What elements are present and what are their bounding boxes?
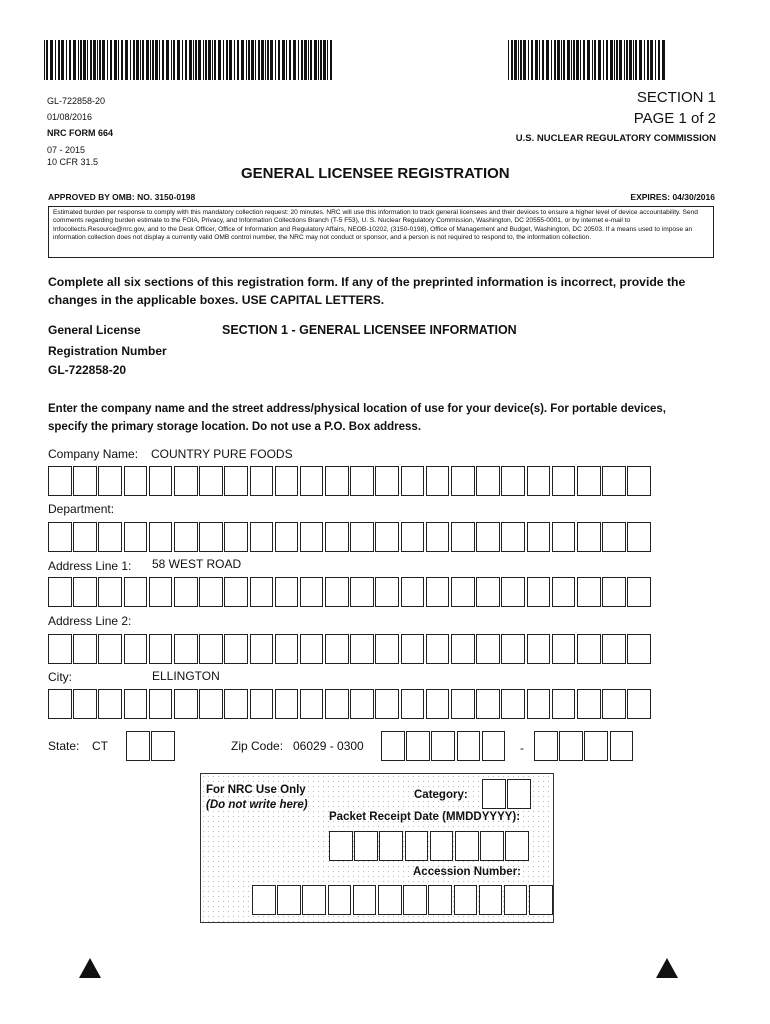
registration-triangle-right bbox=[656, 958, 678, 978]
company-name-label: Company Name: bbox=[48, 447, 139, 461]
reg-number: GL-722858-20 bbox=[48, 363, 127, 377]
char-box[interactable] bbox=[381, 731, 405, 761]
city-label: City: bbox=[48, 670, 72, 684]
char-box[interactable] bbox=[199, 522, 223, 552]
char-box[interactable] bbox=[275, 634, 299, 664]
char-box[interactable] bbox=[224, 689, 248, 719]
char-box[interactable] bbox=[577, 522, 601, 552]
char-box[interactable] bbox=[124, 522, 148, 552]
zip-boxes[interactable] bbox=[381, 731, 507, 761]
char-box[interactable] bbox=[300, 466, 324, 496]
char-box[interactable] bbox=[224, 634, 248, 664]
char-box[interactable] bbox=[98, 577, 122, 607]
char-box bbox=[329, 831, 353, 861]
char-box[interactable] bbox=[275, 689, 299, 719]
char-box[interactable] bbox=[476, 634, 500, 664]
char-box[interactable] bbox=[350, 577, 374, 607]
char-box[interactable] bbox=[627, 689, 651, 719]
char-box[interactable] bbox=[527, 466, 551, 496]
char-box[interactable] bbox=[48, 577, 72, 607]
char-box[interactable] bbox=[174, 466, 198, 496]
nrc-use-title: For NRC Use Only bbox=[206, 784, 306, 796]
address-instructions: Enter the company name and the street address/physical location of use for your device(s). For portable devices, specify the primary storage location. Do not use a P.O. Box address. bbox=[48, 403, 666, 433]
company-name-boxes[interactable] bbox=[48, 466, 653, 496]
char-box[interactable] bbox=[199, 577, 223, 607]
packet-date-boxes bbox=[329, 831, 531, 861]
address-line-1-value: 58 WEST ROAD bbox=[152, 557, 242, 571]
form-id: GL-722858-20 bbox=[47, 96, 106, 106]
char-box[interactable] bbox=[325, 522, 349, 552]
expiration-date: EXPIRES: 04/30/2016 bbox=[630, 192, 715, 202]
char-box bbox=[379, 831, 403, 861]
char-box[interactable] bbox=[610, 731, 634, 761]
form-rev: 07 - 2015 bbox=[47, 145, 86, 155]
barcode-right bbox=[508, 40, 714, 80]
instructions: Complete all six sections of this registration form. If any of the preprinted information is incorrect, provide the changes in the applicable boxes. USE CAPITAL LETTERS. bbox=[48, 275, 686, 307]
char-box bbox=[252, 885, 276, 915]
state-value: CT bbox=[92, 739, 108, 753]
char-box[interactable] bbox=[199, 634, 223, 664]
char-box[interactable] bbox=[552, 689, 576, 719]
char-box[interactable] bbox=[401, 577, 425, 607]
char-box[interactable] bbox=[375, 689, 399, 719]
char-box[interactable] bbox=[426, 634, 450, 664]
char-box[interactable] bbox=[627, 634, 651, 664]
char-box bbox=[403, 885, 427, 915]
char-box[interactable] bbox=[426, 689, 450, 719]
zip-value: 06029 - 0300 bbox=[293, 739, 364, 753]
char-box[interactable] bbox=[482, 731, 506, 761]
char-box[interactable] bbox=[426, 522, 450, 552]
char-box[interactable] bbox=[174, 634, 198, 664]
char-box[interactable] bbox=[552, 634, 576, 664]
char-box[interactable] bbox=[602, 466, 626, 496]
char-box[interactable] bbox=[149, 522, 173, 552]
char-box bbox=[328, 885, 352, 915]
char-box[interactable] bbox=[98, 634, 122, 664]
omb-approval: APPROVED BY OMB: NO. 3150-0198 bbox=[48, 192, 196, 202]
char-box bbox=[455, 831, 479, 861]
char-box[interactable] bbox=[174, 577, 198, 607]
char-box[interactable] bbox=[300, 522, 324, 552]
accession-label: Accession Number: bbox=[413, 866, 522, 878]
char-box[interactable] bbox=[275, 466, 299, 496]
state-label: State: bbox=[48, 739, 80, 753]
reg-label-1: General License bbox=[48, 323, 141, 337]
burden-statement: Estimated burden per response to comply with this mandatory collection request: 20 minutes. NRC will use this information to track general licensees and their devices to ensure a higher level of device accountability. Send comments regarding burden estimate to the FOIA, Privacy, and Information Collections Branch (T-5 F53), U. S. Nuclear Regulatory Commission, Washington, DC 20555-0001, or by internet e-mail to Infocollects.Resource@nrc.gov, and to the Desk Officer, Office of Information and Regulatory Affairs, NEOB-10202, (3150-0198), Office of Management and Budget, Washington, DC 20503. If a means used to impose an information collection does not display a currently valid OMB control number, the NRC may not conduct or sponsor, and a person is not required to respond to, the information collection. bbox=[48, 206, 714, 258]
char-box[interactable] bbox=[199, 689, 223, 719]
char-box[interactable] bbox=[501, 466, 525, 496]
char-box[interactable] bbox=[98, 522, 122, 552]
category-label: Category: bbox=[414, 789, 468, 801]
char-box[interactable] bbox=[174, 522, 198, 552]
form-name: NRC FORM 664 bbox=[47, 128, 114, 138]
char-box[interactable] bbox=[98, 689, 122, 719]
char-box[interactable] bbox=[325, 689, 349, 719]
char-box[interactable] bbox=[401, 634, 425, 664]
char-box[interactable] bbox=[250, 466, 274, 496]
char-box bbox=[353, 885, 377, 915]
char-box[interactable] bbox=[250, 577, 274, 607]
char-box[interactable] bbox=[224, 466, 248, 496]
char-box[interactable] bbox=[602, 634, 626, 664]
char-box[interactable] bbox=[602, 577, 626, 607]
char-box[interactable] bbox=[300, 689, 324, 719]
char-box[interactable] bbox=[350, 634, 374, 664]
char-box[interactable] bbox=[451, 577, 475, 607]
char-box[interactable] bbox=[584, 731, 608, 761]
char-box[interactable] bbox=[602, 522, 626, 552]
address-line-2-label: Address Line 2: bbox=[48, 614, 132, 628]
char-box[interactable] bbox=[149, 634, 173, 664]
barcode-left bbox=[44, 40, 416, 80]
char-box[interactable] bbox=[300, 577, 324, 607]
char-box[interactable] bbox=[174, 689, 198, 719]
accession-boxes bbox=[252, 885, 554, 915]
char-box[interactable] bbox=[501, 689, 525, 719]
section-label: SECTION 1 bbox=[636, 89, 716, 106]
char-box[interactable] bbox=[577, 689, 601, 719]
char-box[interactable] bbox=[250, 522, 274, 552]
char-box[interactable] bbox=[527, 522, 551, 552]
form-date: 01/08/2016 bbox=[47, 112, 93, 122]
char-box bbox=[428, 885, 452, 915]
zip-ext-boxes[interactable] bbox=[534, 731, 635, 761]
char-box[interactable] bbox=[401, 689, 425, 719]
char-box[interactable] bbox=[426, 577, 450, 607]
char-box[interactable] bbox=[250, 634, 274, 664]
char-box[interactable] bbox=[275, 522, 299, 552]
char-box[interactable] bbox=[401, 466, 425, 496]
char-box[interactable] bbox=[552, 522, 576, 552]
char-box[interactable] bbox=[73, 577, 97, 607]
registration-triangle-left bbox=[79, 958, 101, 978]
char-box[interactable] bbox=[124, 466, 148, 496]
char-box bbox=[430, 831, 454, 861]
char-box[interactable] bbox=[552, 466, 576, 496]
char-box[interactable] bbox=[375, 466, 399, 496]
char-box[interactable] bbox=[577, 577, 601, 607]
char-box[interactable] bbox=[426, 466, 450, 496]
char-box[interactable] bbox=[126, 731, 150, 761]
char-box bbox=[504, 885, 528, 915]
char-box[interactable] bbox=[350, 522, 374, 552]
char-box bbox=[507, 779, 531, 809]
char-box[interactable] bbox=[325, 634, 349, 664]
char-box[interactable] bbox=[375, 634, 399, 664]
char-box[interactable] bbox=[350, 466, 374, 496]
char-box[interactable] bbox=[501, 577, 525, 607]
char-box[interactable] bbox=[476, 466, 500, 496]
char-box bbox=[479, 885, 503, 915]
char-box[interactable] bbox=[48, 634, 72, 664]
char-box[interactable] bbox=[577, 466, 601, 496]
form-title: GENERAL LICENSEE REGISTRATION bbox=[241, 165, 510, 182]
char-box[interactable] bbox=[48, 466, 72, 496]
char-box[interactable] bbox=[476, 522, 500, 552]
char-box[interactable] bbox=[602, 689, 626, 719]
char-box[interactable] bbox=[149, 689, 173, 719]
packet-date-label: Packet Receipt Date (MMDDYYYY): bbox=[329, 811, 521, 823]
char-box[interactable] bbox=[250, 689, 274, 719]
char-box[interactable] bbox=[501, 522, 525, 552]
char-box[interactable] bbox=[149, 466, 173, 496]
address-line-1-boxes[interactable] bbox=[48, 577, 653, 607]
char-box[interactable] bbox=[151, 731, 175, 761]
char-box[interactable] bbox=[501, 634, 525, 664]
char-box[interactable] bbox=[451, 634, 475, 664]
char-box bbox=[529, 885, 553, 915]
reg-label-2: Registration Number bbox=[48, 344, 167, 358]
char-box bbox=[454, 885, 478, 915]
char-box[interactable] bbox=[627, 522, 651, 552]
char-box[interactable] bbox=[476, 689, 500, 719]
char-box[interactable] bbox=[451, 689, 475, 719]
char-box[interactable] bbox=[325, 466, 349, 496]
char-box bbox=[302, 885, 326, 915]
char-box[interactable] bbox=[124, 577, 148, 607]
department-label: Department: bbox=[48, 502, 115, 516]
char-box[interactable] bbox=[375, 577, 399, 607]
char-box[interactable] bbox=[401, 522, 425, 552]
city-boxes[interactable] bbox=[48, 689, 653, 719]
char-box[interactable] bbox=[149, 577, 173, 607]
char-box[interactable] bbox=[527, 689, 551, 719]
state-boxes[interactable] bbox=[126, 731, 176, 761]
address-line-1-label: Address Line 1: bbox=[48, 559, 132, 573]
char-box[interactable] bbox=[476, 577, 500, 607]
char-box[interactable] bbox=[73, 522, 97, 552]
char-box[interactable] bbox=[406, 731, 430, 761]
char-box[interactable] bbox=[48, 689, 72, 719]
char-box[interactable] bbox=[552, 577, 576, 607]
char-box[interactable] bbox=[457, 731, 481, 761]
char-box[interactable] bbox=[73, 689, 97, 719]
zip-label: Zip Code: bbox=[231, 739, 284, 753]
agency-name: U.S. NUCLEAR REGULATORY COMMISSION bbox=[515, 133, 716, 144]
char-box bbox=[480, 831, 504, 861]
char-box[interactable] bbox=[73, 466, 97, 496]
char-box[interactable] bbox=[534, 731, 558, 761]
char-box[interactable] bbox=[627, 577, 651, 607]
char-box[interactable] bbox=[224, 577, 248, 607]
zip-dash: - bbox=[520, 741, 524, 755]
char-box[interactable] bbox=[559, 731, 583, 761]
char-box[interactable] bbox=[124, 689, 148, 719]
category-boxes bbox=[482, 779, 532, 809]
char-box[interactable] bbox=[431, 731, 455, 761]
city-value: ELLINGTON bbox=[152, 669, 220, 683]
address-line-2-boxes[interactable] bbox=[48, 634, 653, 664]
char-box bbox=[405, 831, 429, 861]
char-box bbox=[482, 779, 506, 809]
char-box bbox=[378, 885, 402, 915]
char-box[interactable] bbox=[48, 522, 72, 552]
char-box[interactable] bbox=[350, 689, 374, 719]
char-box[interactable] bbox=[199, 466, 223, 496]
char-box[interactable] bbox=[325, 577, 349, 607]
char-box[interactable] bbox=[375, 522, 399, 552]
char-box[interactable] bbox=[275, 577, 299, 607]
section-title: SECTION 1 - GENERAL LICENSEE INFORMATION bbox=[222, 323, 517, 337]
char-box[interactable] bbox=[124, 634, 148, 664]
char-box[interactable] bbox=[224, 522, 248, 552]
char-box[interactable] bbox=[577, 634, 601, 664]
char-box[interactable] bbox=[527, 577, 551, 607]
char-box[interactable] bbox=[451, 466, 475, 496]
char-box[interactable] bbox=[451, 522, 475, 552]
char-box bbox=[277, 885, 301, 915]
char-box[interactable] bbox=[73, 634, 97, 664]
char-box bbox=[354, 831, 378, 861]
char-box[interactable] bbox=[527, 634, 551, 664]
company-name-value: COUNTRY PURE FOODS bbox=[151, 447, 293, 461]
char-box bbox=[505, 831, 529, 861]
nrc-use-subtitle: (Do not write here) bbox=[206, 799, 308, 811]
char-box[interactable] bbox=[300, 634, 324, 664]
page-label: PAGE 1 of 2 bbox=[633, 110, 716, 127]
department-boxes[interactable] bbox=[48, 522, 653, 552]
char-box[interactable] bbox=[627, 466, 651, 496]
char-box[interactable] bbox=[98, 466, 122, 496]
form-cfr: 10 CFR 31.5 bbox=[47, 157, 99, 167]
